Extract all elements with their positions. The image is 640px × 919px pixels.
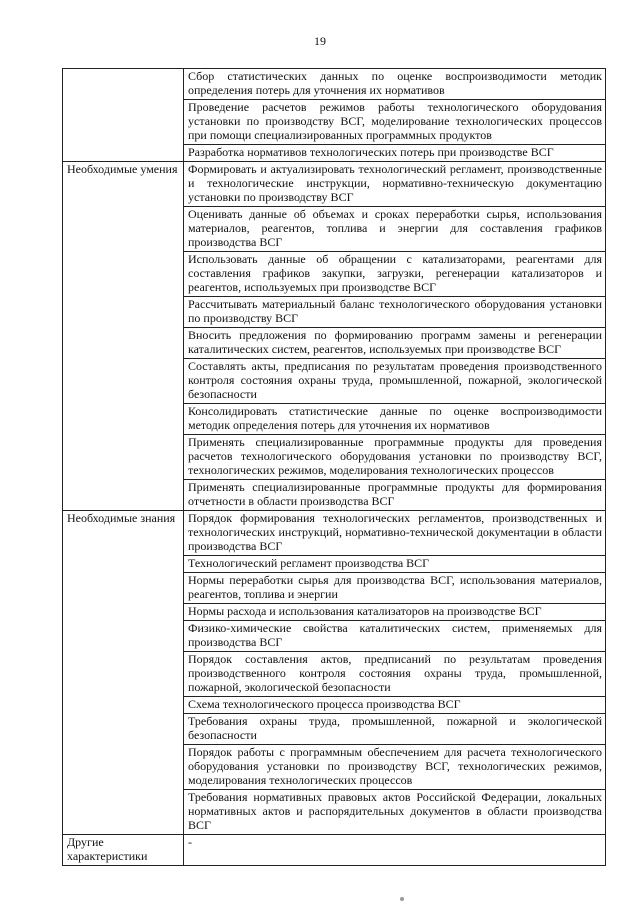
table-cell: Порядок работы с программным обеспечением для расчета технологического оборудования установки по производству ВСГ, технологических режимов, моделирования технологических процессов: [184, 745, 606, 790]
table-cell: Физико-химические свойства каталитических систем, применяемых для производства ВСГ: [184, 621, 606, 652]
section-label-knowledge: Необходимые знания: [63, 511, 184, 835]
table-cell: Применять специализированные программные продукты для формирования отчетности в области производства ВСГ: [184, 480, 606, 511]
table-cell: Формировать и актуализировать технологический регламент, производственные и технологические инструкции, нормативно-техническую документацию установки по производству ВСГ: [184, 162, 606, 207]
table-row: [63, 162, 606, 207]
table-cell: Использовать данные об обращении с катализаторами, реагентами для составления графиков закупки, загрузки, регенерации катализаторов и реагентов, используемых при производстве ВСГ: [184, 252, 606, 297]
table-cell: -: [184, 835, 606, 866]
table-row: [63, 511, 606, 556]
requirements-table: [62, 68, 606, 866]
table-cell: Вносить предложения по формированию программ замены и регенерации каталитических систем, реагентов, используемых при производстве ВСГ: [184, 328, 606, 359]
row-label-empty: [63, 69, 184, 162]
table-cell: Технологический регламент производства ВСГ: [184, 556, 606, 573]
table-cell: Требования нормативных правовых актов Российской Федерации, локальных нормативных актов и распорядительных документов в области производства ВСГ: [184, 790, 606, 835]
table-row: [63, 835, 606, 866]
table-cell: Применять специализированные программные продукты для проведения расчетов технологического оборудования установки по производству ВСГ, технологических режимов, моделирования технологических процессов: [184, 435, 606, 480]
table-cell: Рассчитывать материальный баланс технологического оборудования установки по производству ВСГ: [184, 297, 606, 328]
table-cell: Проведение расчетов режимов работы технологического оборудования установки по производству ВСГ, моделирование технологических процессов при помощи специализированных программных продуктов: [184, 100, 606, 145]
table-cell: Порядок составления актов, предписаний по результатам проведения производственного контроля состояния охраны труда, промышленной, пожарной, экологической безопасности: [184, 652, 606, 697]
table-cell: Нормы расхода и использования катализаторов на производстве ВСГ: [184, 604, 606, 621]
section-label-other: Другие характеристики: [63, 835, 184, 866]
table-cell: Оценивать данные об объемах и сроках переработки сырья, использования материалов, реагентов, топлива и энергии для составления графиков производства ВСГ: [184, 207, 606, 252]
scan-speck: [400, 897, 404, 901]
table-cell: Схема технологического процесса производства ВСГ: [184, 697, 606, 714]
table-cell: Нормы переработки сырья для производства ВСГ, использования материалов, реагентов, топлива и энергии: [184, 573, 606, 604]
table-cell: Составлять акты, предписания по результатам проведения производственного контроля состояния охраны труда, промышленной, пожарной, экологической безопасности: [184, 359, 606, 404]
table-cell: Разработка нормативов технологических потерь при производстве ВСГ: [184, 145, 606, 162]
table-cell: Требования охраны труда, промышленной, пожарной и экологической безопасности: [184, 714, 606, 745]
table-cell: Порядок формирования технологических регламентов, производственных и технологических инструкций, нормативно-технической документации в области производства ВСГ: [184, 511, 606, 556]
section-label-skills: Необходимые умения: [63, 162, 184, 511]
table-cell: Сбор статистических данных по оценке воспроизводимости методик определения потерь для уточнения их нормативов: [184, 69, 606, 100]
table-row: [63, 69, 606, 100]
table-cell: Консолидировать статистические данные по оценке воспроизводимости методик определения потерь для уточнения их нормативов: [184, 404, 606, 435]
page-number: 19: [314, 34, 326, 48]
